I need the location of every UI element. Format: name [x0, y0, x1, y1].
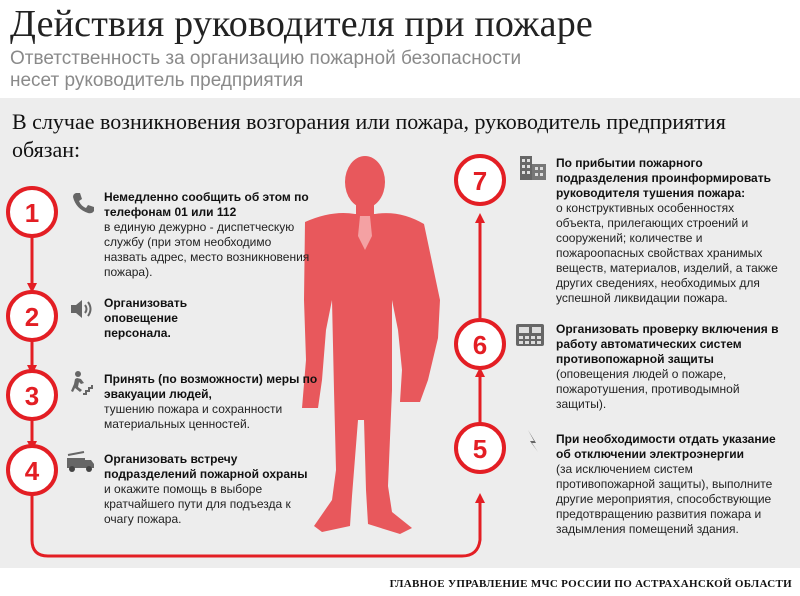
evacuation-icon	[68, 370, 94, 396]
step-7-lead: По прибытии пожарного подразделения проинформировать руководителя тушения пожара:	[556, 156, 771, 200]
step-2-lead: Организовать оповещение персонала.	[104, 296, 188, 340]
step-3-rest: тушению пожара и сохранности материальных ценностей.	[104, 402, 283, 431]
intro-text: В случае возникновения возгорания или пожара, руководитель предприятия обязан:	[12, 109, 726, 162]
building-icon	[518, 152, 548, 182]
page-subtitle: Ответственность за организацию пожарной безопасности несет руководитель предприятия	[10, 48, 522, 91]
step-7-text	[556, 156, 784, 306]
control-panel-icon	[515, 322, 545, 348]
step-6-lead: Организовать проверку включения в работу автоматических систем противопожарной защиты	[556, 322, 779, 366]
page-title: Действия руководителя при пожаре	[10, 3, 593, 45]
step-5-text	[556, 432, 784, 537]
step-3-lead: Принять (по возможности) меры по эвакуации людей,	[104, 372, 318, 401]
svg-text:4: 4	[24, 456, 40, 486]
step-1-rest: в единую дежурно - диспетческую службу (при этом необходимо назвать адрес, место возникновения пожара).	[104, 220, 310, 279]
svg-text:1: 1	[24, 198, 40, 228]
step-circle-4	[8, 446, 56, 494]
step-1-lead: Немедленно сообщить об этом по телефонам 01 или 112	[104, 190, 309, 219]
step-circle-1	[8, 188, 56, 236]
businessman-figure	[302, 156, 440, 534]
step-5-rest: (за исключением систем противопожарной защиты), выполните другие мероприятия, способствующие предотвращению развития пожара и задымления помещений здания.	[556, 462, 773, 536]
svg-text:5: 5	[472, 434, 488, 464]
step-4-rest: и окажите помощь в выборе кратчайшего пути для подъезда к очагу пожара.	[104, 482, 291, 526]
svg-text:7: 7	[472, 166, 488, 196]
step-circle-2	[8, 292, 56, 340]
step-5-lead: При необходимости отдать указание об отключении электроэнергии	[556, 432, 776, 461]
step-7-rest: о конструктивных особенностях объекта, прилегающих строений и сооружений; количестве и пожароопасных свойствах хранимых веществ, материалов, изделий, а также других сведениях, необходимых для успешной ликвидации пожара.	[556, 201, 778, 305]
speaker-icon	[68, 296, 94, 322]
step-1-text	[104, 190, 314, 280]
step-4-text	[104, 452, 309, 527]
step-2-text	[104, 296, 224, 341]
footer-credit: ГЛАВНОЕ УПРАВЛЕНИЕ МЧС РОССИИ ПО АСТРАХАНСКОЙ ОБЛАСТИ	[389, 578, 792, 590]
step-3-text	[104, 372, 324, 432]
lightning-icon	[520, 428, 546, 454]
step-4-lead: Организовать встречу подразделений пожарной охраны	[104, 452, 308, 481]
step-6-text	[556, 322, 784, 412]
fire-truck-icon	[66, 448, 96, 474]
step-circle-6	[456, 320, 504, 368]
svg-text:6: 6	[472, 330, 488, 360]
svg-text:3: 3	[24, 381, 40, 411]
step-6-rest: (оповещения людей о пожаре, пожаротушения, противодымной защиты).	[556, 367, 740, 411]
step-circle-5	[456, 424, 504, 472]
step-circle-3	[8, 371, 56, 419]
phone-icon	[70, 190, 96, 216]
step-circle-7	[456, 156, 504, 204]
svg-text:2: 2	[24, 302, 40, 332]
